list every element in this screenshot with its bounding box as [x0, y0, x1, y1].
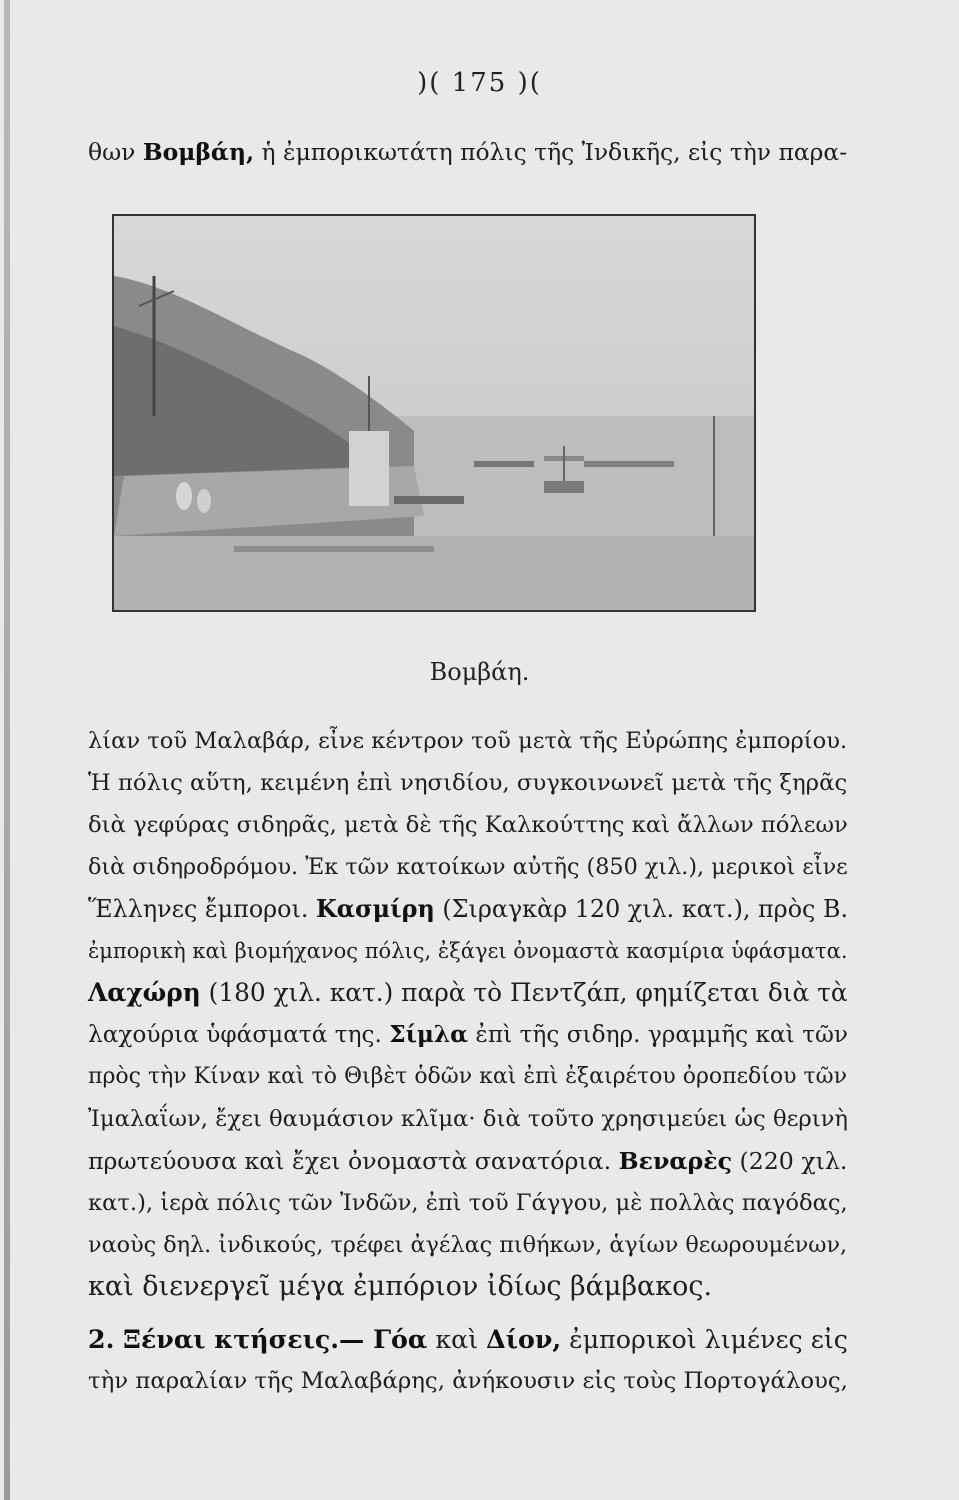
- harbor-scene-illustration: [114, 216, 754, 610]
- text-line: [88, 1058, 848, 1096]
- text-run: καὶ: [427, 1325, 487, 1354]
- bold-term: Βεναρὲς: [618, 1147, 732, 1175]
- bold-term: Λαχώρη: [88, 978, 201, 1007]
- text-run: Ἰμαλαΐων, ἔχει θαυμάσιον κλῖμα· διὰ τοῦτο χρησιμεύει ὡς θερινὴ: [88, 1106, 848, 1132]
- text-line: [88, 133, 848, 171]
- text-run: πρὸς τὴν Κίναν καὶ τὸ Θιβὲτ ὁδῶν καὶ ἐπὶ ἐξαιρέτου ὀροπεδίου τῶν: [88, 1064, 847, 1089]
- page-number-header: )( 175 )(: [417, 68, 542, 98]
- text-run: πρωτεύουσα καὶ ἔχει ὀνομαστὰ σανατόρια.: [88, 1147, 619, 1175]
- text-run: Ἡ πόλις αὕτη, κειμένη ἐπὶ νησιδίου, συγκοινωνεῖ μετὰ τῆς ξηρᾶς: [88, 770, 848, 796]
- text-run: ἐμπορικὴ καὶ βιομήχανος πόλις, ἐξάγει ὀνομαστὰ κασμίρια ὑφάσματα.: [88, 938, 848, 963]
- text-run: ἐπὶ τῆς σιδηρ. γραμμῆς καὶ τῶν: [468, 1021, 849, 1048]
- text-run: (Σιραγκὰρ 120 χιλ. κατ.), πρὸς Β.: [434, 895, 849, 923]
- text-run: ναοὺς δηλ. ἰνδικούς, τρέφει ἀγέλας πιθήκων, ἁγίων θεωρουμένων,: [88, 1232, 848, 1258]
- text-line: [88, 1184, 848, 1222]
- text-run: διὰ γεφύρας σιδηρᾶς, μετὰ δὲ τῆς Καλκούττης καὶ ἄλλων πόλεων: [88, 812, 848, 838]
- text-run: (180 χιλ. κατ.) παρὰ τὸ Πεντζάπ, φημίζεται διὰ τὰ: [200, 978, 848, 1007]
- text-line: [88, 1362, 848, 1400]
- text-line: [88, 722, 848, 760]
- page-gutter-edge: [4, 0, 10, 1500]
- text-line: [88, 1142, 848, 1180]
- text-run: καὶ διενεργεῖ μέγα ἐμπόριον ἰδίως βάμβακος.: [88, 1271, 713, 1302]
- text-line: [88, 1320, 848, 1359]
- photo-caption: Βομβάη.: [429, 658, 530, 686]
- text-run: λαχούρια ὑφάσματά της.: [88, 1021, 390, 1048]
- text-run: θων: [88, 138, 143, 166]
- text-run: (220 χιλ.: [732, 1147, 848, 1175]
- text-run: κατ.), ἱερὰ πόλις τῶν Ἰνδῶν, ἐπὶ τοῦ Γάγγου, μὲ πολλὰς παγόδας,: [88, 1190, 848, 1216]
- bold-term: Βομβάη,: [142, 138, 255, 166]
- text-line: [88, 848, 848, 886]
- text-run: λίαν τοῦ Μαλαβάρ, εἶνε κέντρον τοῦ μετὰ τῆς Εὐρώπης ἐμπορίου.: [88, 728, 848, 754]
- bold-term: Δίον,: [486, 1324, 562, 1354]
- text-line: [88, 1100, 848, 1138]
- text-line: [88, 764, 848, 802]
- text-run: ἡ ἐμπορικωτάτη πόλις τῆς Ἰνδικῆς, εἰς τὴν παρα-: [254, 138, 848, 166]
- text-line: [88, 974, 848, 1012]
- bold-term: Σίμλα: [389, 1021, 469, 1048]
- text-line: [88, 1268, 848, 1306]
- text-line: [88, 890, 848, 928]
- text-line: [88, 932, 848, 970]
- text-run: τὴν παραλίαν τῆς Μαλαβάρης, ἀνήκουσιν εἰς τοὺς Πορτογάλους,: [88, 1368, 848, 1394]
- text-line: [88, 1016, 848, 1054]
- text-run: ἐμπορικοὶ λιμένες εἰς: [561, 1325, 848, 1354]
- text-run: διὰ σιδηροδρόμου. Ἐκ τῶν κατοίκων αὐτῆς (850 χιλ.), μερικοὶ εἶνε: [88, 854, 848, 880]
- text-line: [88, 806, 848, 844]
- bold-term: 2. Ξέναι κτήσεις.— Γόα: [88, 1324, 428, 1354]
- bombay-harbor-photo: [112, 214, 756, 612]
- bold-term: Κασμίρη: [316, 895, 435, 923]
- text-line: [88, 1226, 848, 1264]
- text-run: Ἕλληνες ἔμποροι.: [88, 895, 317, 923]
